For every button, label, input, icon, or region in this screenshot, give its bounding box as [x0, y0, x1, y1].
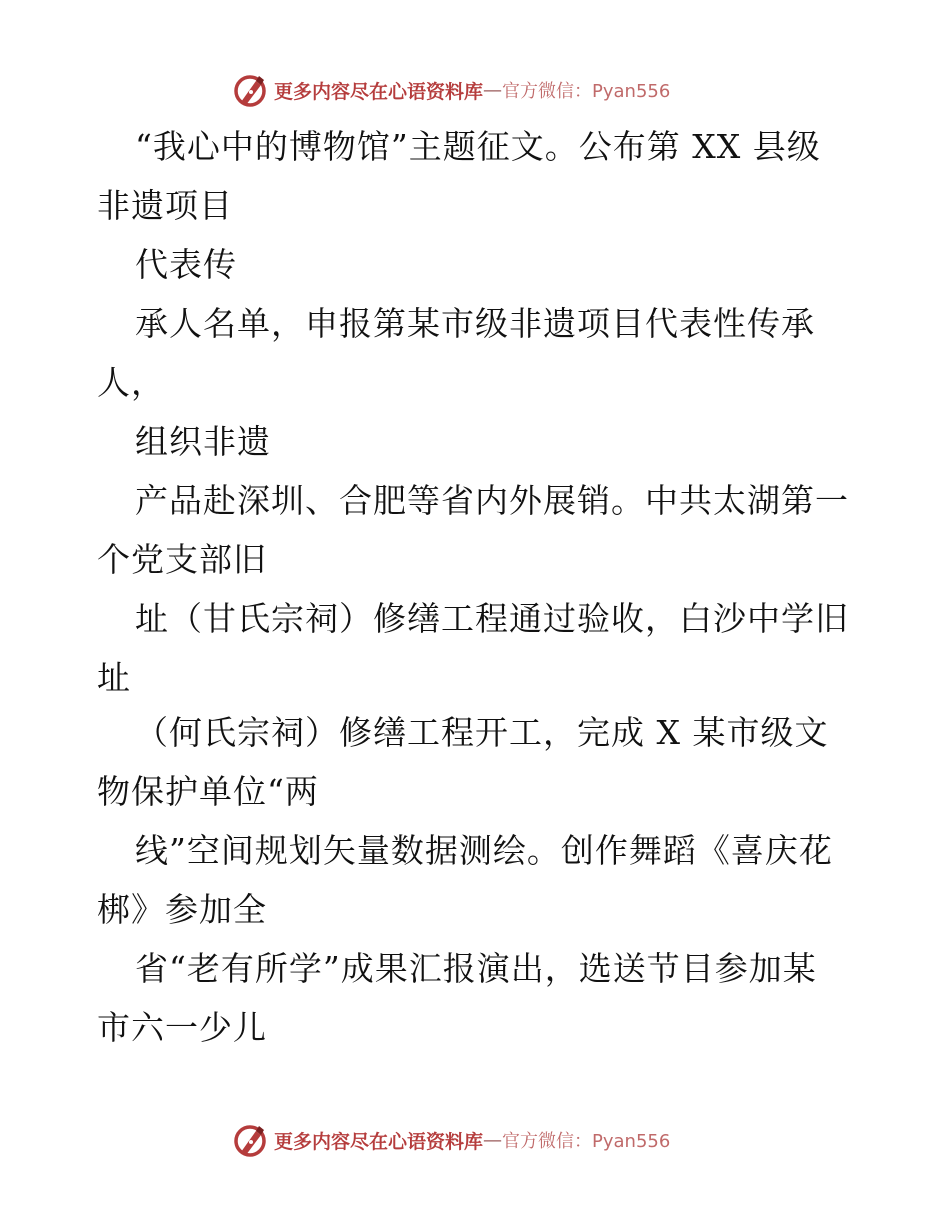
banner-dash: —	[483, 79, 503, 101]
body-line: “我心中的博物馆”主题征文。公布第 XX 县级	[135, 127, 821, 166]
banner-wechat-text: 官方微信：Pyan556	[502, 81, 671, 102]
banner-main-text: 更多内容尽在心语资料库	[274, 80, 484, 103]
header-banner	[232, 70, 670, 110]
body-line: 址	[97, 658, 131, 697]
body-line: 线”空间规划矢量数据测绘。创作舞蹈《喜庆花	[135, 831, 833, 870]
banner-wechat-text: 官方微信：Pyan556	[502, 1131, 671, 1152]
body-line: 市六一少儿	[97, 1008, 267, 1047]
body-line: 省“老有所学”成果汇报演出，选送节目参加某	[135, 949, 817, 988]
banner-main-text: 更多内容尽在心语资料库	[274, 1130, 484, 1153]
body-line: 承人名单，申报第某市级非遗项目代表性传承	[135, 304, 815, 343]
body-line: 址（甘氏宗祠）修缮工程通过验收，白沙中学旧	[135, 599, 849, 638]
pen-nib-logo-icon	[232, 1122, 268, 1158]
pen-nib-logo-icon	[232, 72, 268, 108]
body-line: 个党支部旧	[97, 540, 267, 579]
body-line: 代表传	[135, 245, 237, 284]
body-line: 组织非遗	[135, 422, 271, 461]
body-line: 人，	[97, 363, 165, 402]
body-line: 物保护单位“两	[97, 772, 319, 811]
body-line: 产品赴深圳、合肥等省内外展销。中共太湖第一	[135, 481, 849, 520]
footer-banner	[232, 1120, 670, 1160]
body-line: 梆》参加全	[97, 890, 267, 929]
body-line: 非遗项目	[97, 186, 233, 225]
body-line: （何氏宗祠）修缮工程开工，完成 X 某市级文	[135, 713, 829, 752]
banner-dash: —	[483, 1129, 503, 1151]
